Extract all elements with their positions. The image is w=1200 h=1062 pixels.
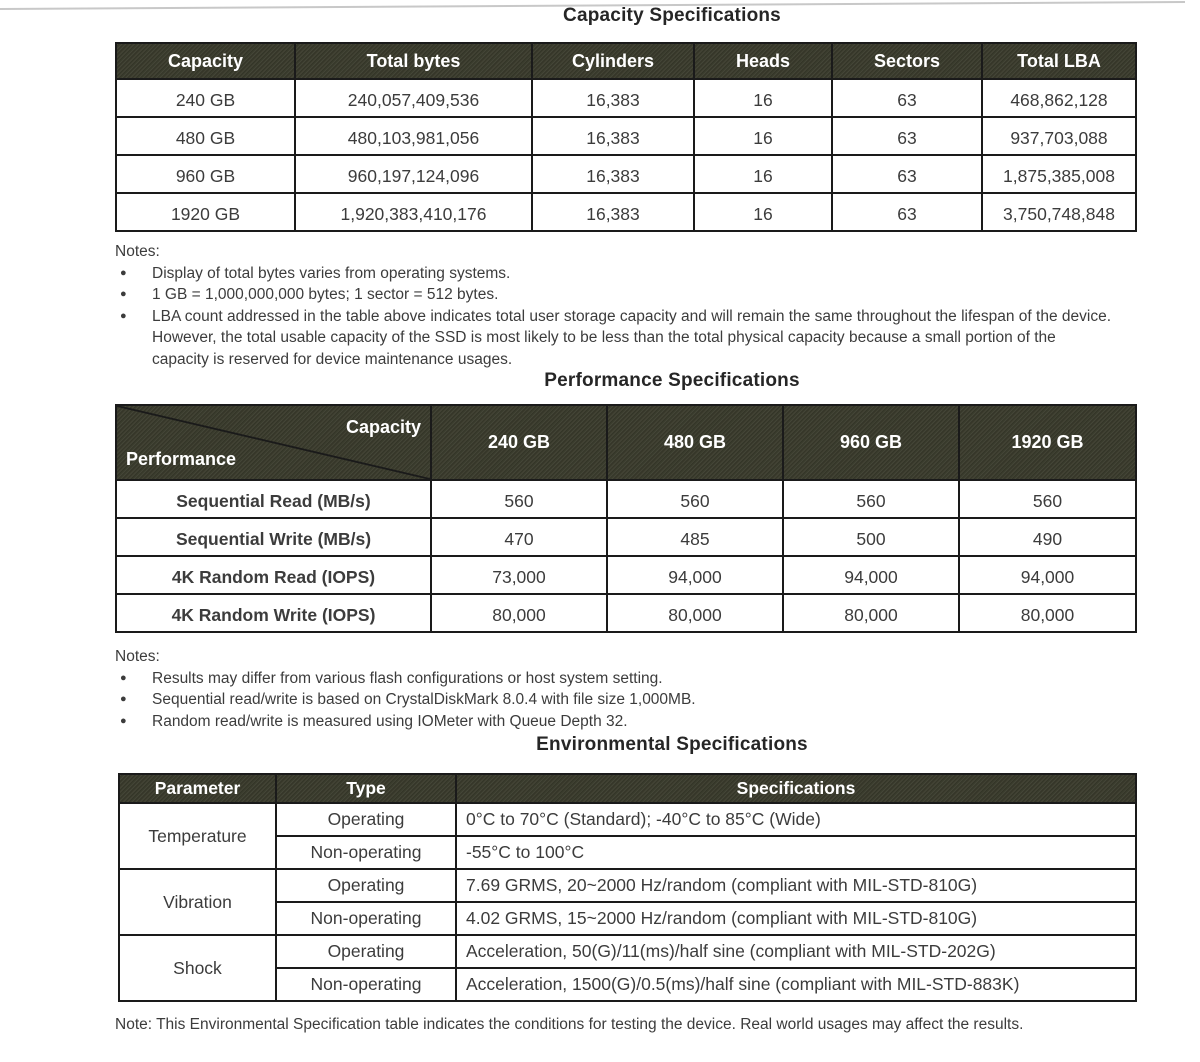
table-cell: 80,000 (783, 594, 959, 632)
table-row (116, 117, 1136, 155)
note-text: Sequential read/write is based on CrystalDiskMark 8.0.4 with file size 1,000MB. (152, 691, 696, 708)
table-cell: 16 (694, 79, 832, 117)
column-header: Cylinders (532, 43, 694, 79)
table-cell: 480,103,981,056 (295, 117, 532, 155)
column-header: Capacity (116, 43, 295, 79)
spec-cell: 4.02 GRMS, 15~2000 Hz/random (compliant with MIL-STD-810G) (456, 902, 1136, 935)
bullet-icon: ● (120, 693, 127, 705)
column-header: 960 GB (783, 405, 959, 480)
table-cell: 1,875,385,008 (982, 155, 1136, 193)
list-item (115, 689, 1120, 711)
performance-header-row (116, 405, 1136, 480)
table-row (116, 193, 1136, 231)
table-cell: 73,000 (431, 556, 607, 594)
environmental-note: Note: This Environmental Specification table indicates the conditions for testing the device. Real world usages may affect the results. (115, 1016, 1024, 1033)
list-item (115, 711, 1120, 733)
table-cell: 1,920,383,410,176 (295, 193, 532, 231)
capacity-section-title: Capacity Specifications (563, 5, 781, 26)
table-cell: 63 (832, 193, 982, 231)
table-cell: 960 GB (116, 155, 295, 193)
notes-label: Notes: (115, 648, 160, 665)
table-cell: 16 (694, 155, 832, 193)
table-cell: 240 GB (116, 79, 295, 117)
type-cell: Operating (276, 869, 456, 902)
table-row (116, 556, 1136, 594)
table-cell: 560 (783, 480, 959, 518)
row-label: 4K Random Write (IOPS) (116, 594, 431, 632)
table-cell: 16,383 (532, 193, 694, 231)
table-cell: 80,000 (431, 594, 607, 632)
column-header: 240 GB (431, 405, 607, 480)
capacity-header-row (116, 43, 1136, 79)
corner-label-performance: Performance (126, 449, 237, 469)
table-cell: 960,197,124,096 (295, 155, 532, 193)
row-label: Sequential Read (MB/s) (116, 480, 431, 518)
table-cell: 16,383 (532, 155, 694, 193)
bullet-icon: ● (120, 288, 127, 300)
table-cell: 560 (959, 480, 1136, 518)
note-text: Results may differ from various flash configurations or host system setting. (152, 669, 663, 687)
table-cell: 480 GB (116, 117, 295, 155)
column-header: 1920 GB (959, 405, 1136, 480)
note-text: LBA count addressed in the table above indicates total user storage capacity and will remain the same throughout the lifespan of the device. However, the total usable capacity of the SSD is most likely to be less than the total physical capacity because a small portion of the capacity is reserved for device maintenance usages. (152, 307, 1112, 368)
spec-cell: Acceleration, 50(G)/11(ms)/half sine (compliant with MIL-STD-202G) (456, 935, 1136, 968)
column-header: 480 GB (607, 405, 783, 480)
type-cell: Non-operating (276, 836, 456, 869)
table-row (116, 155, 1136, 193)
spec-cell: 7.69 GRMS, 20~2000 Hz/random (compliant with MIL-STD-810G) (456, 869, 1136, 902)
type-cell: Non-operating (276, 968, 456, 1001)
notes-label: Notes: (115, 243, 160, 260)
table-cell: 94,000 (959, 556, 1136, 594)
table-row (116, 594, 1136, 632)
bullet-icon: ● (120, 309, 127, 322)
column-header: Type (276, 774, 456, 803)
table-cell: 485 (607, 518, 783, 556)
column-header: Parameter (119, 774, 276, 803)
note-text: Random read/write is measured using IOMeter with Queue Depth 32. (152, 712, 628, 730)
table-row (119, 935, 1136, 968)
table-cell: 560 (431, 480, 607, 518)
list-item (115, 668, 1120, 690)
type-cell: Non-operating (276, 902, 456, 935)
performance-section-title: Performance Specifications (544, 370, 800, 391)
parameter-cell: Temperature (119, 803, 276, 869)
spec-cell: Acceleration, 1500(G)/0.5(ms)/half sine (compliant with MIL-STD-883K) (456, 968, 1136, 1001)
table-cell: 16,383 (532, 79, 694, 117)
capacity-table (115, 42, 1137, 232)
column-header: Total bytes (295, 43, 532, 79)
note-text: Display of total bytes varies from operating systems. (152, 264, 511, 282)
list-item (115, 263, 1120, 285)
list-item (115, 284, 1120, 306)
table-row (116, 518, 1136, 556)
table-cell: 500 (783, 518, 959, 556)
parameter-cell: Vibration (119, 869, 276, 935)
row-label: 4K Random Read (IOPS) (116, 556, 431, 594)
environmental-section-title: Environmental Specifications (536, 734, 808, 755)
table-row (116, 79, 1136, 117)
table-cell: 468,862,128 (982, 79, 1136, 117)
table-cell: 80,000 (959, 594, 1136, 632)
table-cell: 16 (694, 117, 832, 155)
table-row (119, 803, 1136, 836)
bullet-icon: ● (120, 714, 127, 727)
environmental-table (118, 773, 1137, 1002)
column-header: Heads (694, 43, 832, 79)
table-cell: 80,000 (607, 594, 783, 632)
table-cell: 63 (832, 155, 982, 193)
column-header: Specifications (456, 774, 1136, 803)
table-cell: 3,750,748,848 (982, 193, 1136, 231)
spec-cell: -55°C to 100°C (456, 836, 1136, 869)
table-cell: 560 (607, 480, 783, 518)
diagonal-header-cell (116, 405, 431, 480)
parameter-cell: Shock (119, 935, 276, 1001)
table-cell: 63 (832, 79, 982, 117)
table-cell: 16,383 (532, 117, 694, 155)
table-row (116, 480, 1136, 518)
table-cell: 240,057,409,536 (295, 79, 532, 117)
performance-notes (115, 646, 1120, 732)
table-cell: 16 (694, 193, 832, 231)
column-header: Sectors (832, 43, 982, 79)
type-cell: Operating (276, 803, 456, 836)
list-item (115, 306, 1120, 371)
note-text: 1 GB = 1,000,000,000 bytes; 1 sector = 512 bytes. (152, 286, 499, 303)
table-cell: 470 (431, 518, 607, 556)
environmental-header-row (119, 774, 1136, 803)
row-label: Sequential Write (MB/s) (116, 518, 431, 556)
table-cell: 1920 GB (116, 193, 295, 231)
table-cell: 63 (832, 117, 982, 155)
table-row (119, 869, 1136, 902)
type-cell: Operating (276, 935, 456, 968)
table-cell: 490 (959, 518, 1136, 556)
spec-cell: 0°C to 70°C (Standard); -40°C to 85°C (Wide) (456, 803, 1136, 836)
corner-label-capacity: Capacity (345, 417, 421, 437)
performance-table (115, 404, 1137, 633)
table-cell: 94,000 (783, 556, 959, 594)
bullet-icon: ● (120, 671, 127, 684)
capacity-notes (115, 241, 1120, 370)
table-cell: 937,703,088 (982, 117, 1136, 155)
bullet-icon: ● (120, 266, 127, 279)
column-header: Total LBA (982, 43, 1136, 79)
table-cell: 94,000 (607, 556, 783, 594)
